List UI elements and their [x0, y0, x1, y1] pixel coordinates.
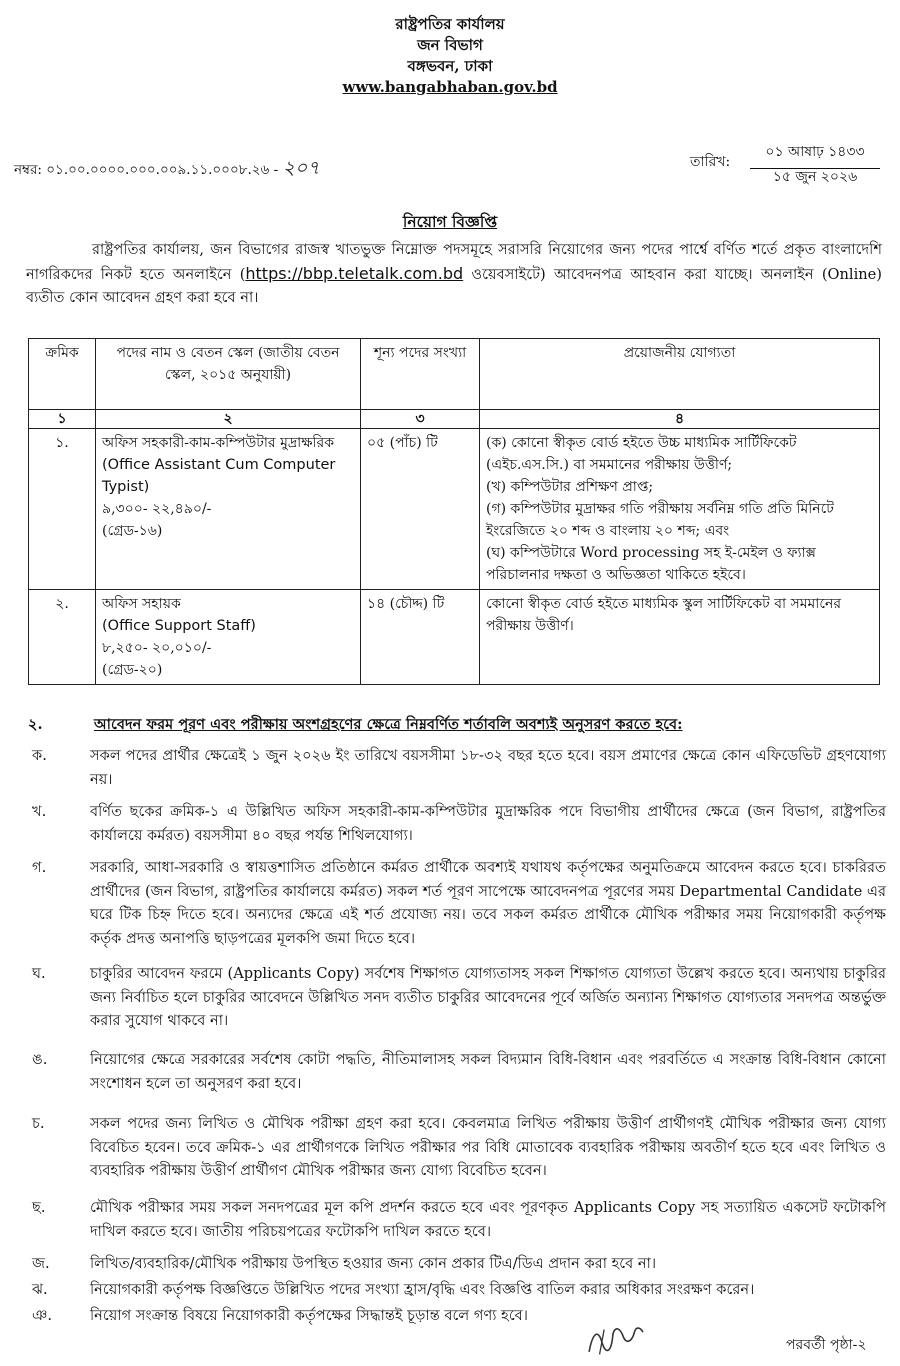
date-bangla-calendar: ০১ আষাঢ় ১৪৩৩ [750, 140, 880, 169]
qualification-item: (ক) কোনো স্বীকৃত বোর্ড হইতে উচ্চ মাধ্যমিক সার্টিফিকেট (এইচ.এস.সি.) বা সমমানের পরীক্ষায় উত্তীর্ণ; [486, 435, 797, 473]
condition-key: ঙ. [32, 1051, 48, 1068]
section-title: আবেদন ফরম পূরণ এবং পরীক্ষায় অংশগ্রহণের ক্ষেত্রে নিম্নবর্ণিত শর্তাবলি অবশ্যই অনুসরণ করতে হবে: [94, 716, 683, 733]
post-name-english: (Office Support Staff) [102, 618, 256, 634]
condition-text: মৌখিক পরীক্ষার সময় সকল সনদপত্রের মূল কপি প্রদর্শন করতে হবে এবং পূরণকৃত Applicants Copy সহ সত্যায়িত একসেট ফটোকপি দাখিল করতে হবে। জাতীয় পরিচয়পত্রের ফটোকপি দাখিল করতে হবে। [90, 1199, 886, 1240]
col-header-post: পদের নাম ও বেতন স্কেল (জাতীয় বেতন স্কেল, ২০১৫ অনুযায়ী) [96, 339, 361, 410]
vacancy-table [28, 338, 880, 685]
post-name: অফিস সহকারী-কাম-কম্পিউটার মুদ্রাক্ষরিক [102, 435, 335, 451]
condition-item [28, 1278, 888, 1302]
signature-scribble [582, 1318, 650, 1361]
memo-number-text: নম্বর: ০১.০০.০০০০.০০০.০০৯.১১.০০০৮.২৬ - [14, 162, 279, 178]
post-cell [96, 590, 361, 685]
table-row [29, 590, 880, 685]
intro-text-2: ওয়েবসাইটে) আবেদনপত্র আহবান করা যাচ্ছে। অনলাইন (Online) ব্যতীত কোন আবেদন গ্রহণ করা হবে না। [26, 265, 882, 306]
condition-item [28, 856, 888, 950]
intro-text-1: রাষ্ট্রপতির কার্যালয়, জন বিভাগের রাজস্ব খাতভুক্ত নিম্নোক্ত পদসমূহে সরাসরি নিয়োগের জন্য পদের পার্শ্বে বর্ণিত শর্তে প্রকৃত বাংলাদেশি নাগরিকদের নিকট হতে অনলাইনে ( [26, 241, 882, 283]
office-name: রাষ্ট্রপতির কার্যালয় [395, 15, 505, 33]
memo-handwritten-number: ২০৭ [282, 157, 320, 179]
pay-grade: (গ্রেড-১৬) [102, 523, 163, 539]
condition-key: ঞ. [32, 1307, 53, 1324]
qualification-cell [480, 429, 880, 590]
col-number: ২ [96, 410, 361, 429]
condition-text: লিখিত/ব্যবহারিক/মৌখিক পরীক্ষায় উপস্থিত হওয়ার জন্য কোন প্রকার টিএ/ডিএ প্রদান করা হবে না। [90, 1255, 657, 1272]
condition-text: সকল পদের প্রার্থীর ক্ষেত্রেই ১ জুন ২০২৬ ইং তারিখে বয়সসীমা ১৮-৩২ বছর হতে হবে। বয়স প্রমাণের ক্ষেত্রে কোন এফিডেভিট গ্রহণযোগ্য নয়। [90, 747, 886, 788]
condition-text: সকল পদের জন্য লিখিত ও মৌখিক পরীক্ষা গ্রহণ করা হবে। কেবলমাত্র লিখিত পরীক্ষায় উত্তীর্ণ প্রার্থীগণই মৌখিক পরীক্ষার জন্য যোগ্য বিবেচিত হবেন। তবে ক্রমিক-১ এর প্রার্থীগণকে লিখিত পরীক্ষার পর বিধি মোতাবেক ব্যবহারিক পরীক্ষায় অবতীর্ণ হতে হবে এবং লিখিত ও ব্যবহারিক পরীক্ষায় উত্তীর্ণ প্রার্থীগণ মৌখিক পরীক্ষার জন্য যোগ্য বিবেচিত হবেন। [90, 1115, 886, 1179]
condition-item [28, 1048, 888, 1095]
qualification-item: (ঘ) কম্পিউটারে Word processing সহ ই-মেইল ও ফ্যাক্স পরিচালনার দক্ষতা ও অভিজ্ঞতা থাকিতে হইবে। [486, 545, 816, 583]
office-address: বঙ্গভবন, ঢাকা [407, 57, 493, 75]
qualification-item: (গ) কম্পিউটার মুদ্রাক্ষর গতি পরীক্ষায় সর্বনিম্ন গতি প্রতি মিনিটে ইংরেজিতে ২০ শব্দ ও বাংলায় ২০ শব্দ; এবং [486, 501, 834, 539]
condition-key: জ. [32, 1255, 50, 1272]
signature [582, 1318, 651, 1366]
condition-item [28, 744, 888, 791]
condition-text: নিয়োগের ক্ষেত্রে সরকারের সর্বশেষ কোটা পদ্ধতি, নীতিমালাসহ সকল বিদ্যমান বিধি-বিধান এবং পরবর্তিতে এ সংক্রান্ত বিধি-বিধান কোনো সংশোধন হলে তা অনুসরণ করা হবে। [90, 1051, 886, 1092]
condition-key: গ. [32, 859, 47, 876]
condition-key: ক. [32, 747, 47, 764]
date-label: তারিখ: [690, 154, 731, 170]
condition-text: বর্ণিত ছকের ক্রমিক-১ এ উল্লিখিত অফিস সহকারী-কাম-কম্পিউটার মুদ্রাক্ষরিক পদে বিভাগীয় প্রার্থীদের ক্ষেত্রে (জন বিভাগ, রাষ্ট্রপতির কার্যালয়ে কর্মরত) বয়সসীমা ৪০ বছর পর্যন্ত শিথিলযোগ্য। [90, 803, 886, 844]
col-number: ৩ [361, 410, 480, 429]
condition-text: চাকুরির আবেদন ফরমে (Applicants Copy) সর্বশেষ শিক্ষাগত যোগ্যতাসহ সকল শিক্ষাগত যোগ্যতা উল্লেখ করতে হবে। অন্যথায় চাকুরির জন্য নির্বাচিত হলে চাকুরির আবেদনে উল্লিখিত সনদ ব্যতীত চাকুরির আবেদনের পূর্বে অর্জিত অন্যান্য শিক্ষাগত যোগ্যতার সনদপত্র অন্তর্ভুক্ত করার সুযোগ থাকবে না। [90, 965, 886, 1029]
row-serial: ২. [29, 590, 96, 685]
qualification-item: কোনো স্বীকৃত বোর্ড হইতে মাধ্যমিক স্কুল সার্টিফিকেট বা সমমানের পরীক্ষায় উত্তীর্ণ। [486, 596, 842, 634]
condition-text: নিয়োগ সংক্রান্ত বিষয়ে নিয়োগকারী কর্তৃপক্ষের সিদ্ধান্তই চূড়ান্ত বলে গণ্য হবে। [90, 1307, 529, 1324]
condition-text: সরকারি, আধা-সরকারি ও স্বায়ত্তশাসিত প্রতিষ্ঠানে কর্মরত প্রার্থীকে অবশ্যই যথাযথ কর্তৃপক্ষের অনুমতিক্রমে আবেদন করতে হবে। চাকরিরত প্রার্থীদের (জন বিভাগ, রাষ্ট্রপতির কার্যালয়ে কর্মরত) সকল শর্ত পূরণ সাপেক্ষে আবেদনপত্র পূরণের সময় Departmental Candidate এর ঘরে টিক চিহ্ন দিতে হবে। অন্যদের ক্ষেত্রে এই শর্ত প্রযোজ্য নয়। তবে সকল কর্মরত প্রার্থীকে মৌখিক পরীক্ষার সময় নিয়োগকারী কর্তৃপক্ষ কর্তৃক প্রদত্ত অনাপত্তি ছাড়পত্রের মূলকপি জমা দিতে হবে। [90, 859, 886, 947]
division-name: জন বিভাগ [417, 36, 483, 54]
condition-item [28, 800, 888, 847]
section-number: ২. [28, 716, 43, 733]
date-gregorian: ১৫ জুন ২০২৬ [772, 169, 858, 185]
pay-scale: ৮,২৫০- ২০,০১০/- [102, 640, 212, 656]
condition-item [28, 1304, 888, 1328]
intro-paragraph [26, 238, 882, 310]
table-row [29, 429, 880, 590]
website-link[interactable]: www.bangabhaban.gov.bd [342, 78, 558, 96]
memo-number [14, 154, 320, 186]
condition-item [28, 1196, 888, 1243]
col-number: ১ [29, 410, 96, 429]
condition-text: নিয়োগকারী কর্তৃপক্ষ বিজ্ঞপ্তিতে উল্লিখিত পদের সংখ্যা হ্রাস/বৃদ্ধি এবং বিজ্ঞপ্তি বাতিল করার অধিকার সংরক্ষণ করেন। [90, 1281, 755, 1298]
post-name-english: (Office Assistant Cum Computer Typist) [102, 457, 336, 495]
pay-scale: ৯,৩০০- ২২,৪৯০/- [102, 501, 212, 517]
next-page-indicator: পরবর্তী পৃষ্ঠা-২ [786, 1337, 867, 1353]
row-serial: ১. [29, 429, 96, 590]
post-name: অফিস সহায়ক [102, 596, 181, 612]
post-cell [96, 429, 361, 590]
condition-item [28, 962, 888, 1033]
application-website-link[interactable]: https://bbp.teletalk.com.bd [245, 263, 464, 283]
condition-key: চ. [32, 1115, 45, 1132]
vacancy-count: ১৪ (চৌদ্দ) টি [361, 590, 480, 685]
condition-key: ছ. [32, 1199, 46, 1216]
col-header-qualification: প্রয়োজনীয় যোগ্যতা [480, 339, 880, 410]
qualification-item: (খ) কম্পিউটার প্রশিক্ষণ প্রাপ্ত; [486, 479, 654, 495]
notice-title: নিয়োগ বিজ্ঞপ্তি [402, 212, 498, 231]
vacancy-count: ০৫ (পাঁচ) টি [361, 429, 480, 590]
condition-key: ঘ. [32, 965, 46, 982]
col-header-vacancy: শূন্য পদের সংখ্যা [361, 339, 480, 410]
table-number-row [29, 410, 880, 429]
condition-key: খ. [32, 803, 47, 820]
condition-item [28, 1252, 888, 1276]
col-header-serial: ক্রমিক [29, 339, 96, 410]
table-header-row [29, 339, 880, 410]
letterhead [0, 14, 900, 98]
col-number: ৪ [480, 410, 880, 429]
pay-grade: (গ্রেড-২০) [102, 662, 163, 678]
condition-item [28, 1112, 888, 1183]
condition-key: ঝ. [32, 1281, 48, 1298]
qualification-cell [480, 590, 880, 685]
